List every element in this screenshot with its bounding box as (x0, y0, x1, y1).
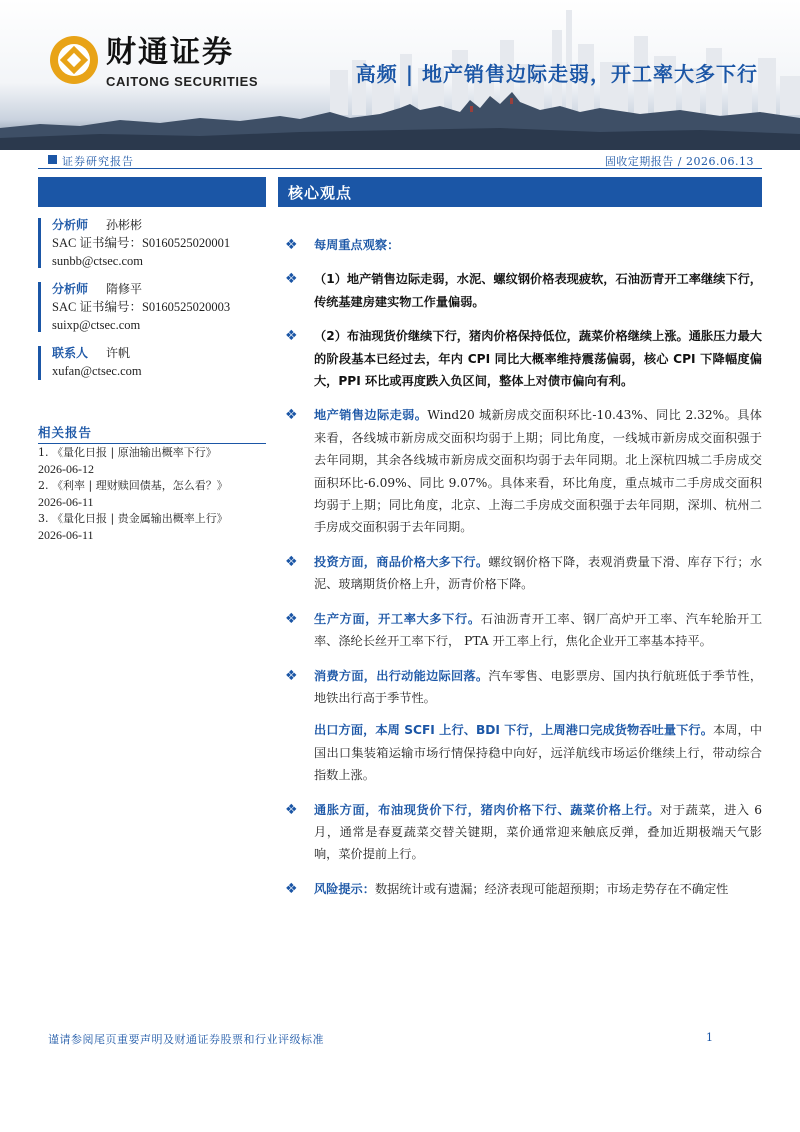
analyst-sac: SAC 证书编号：S0160525020003 (52, 300, 231, 314)
analyst-card (38, 280, 266, 334)
production-heading: 生产方面，开工率大多下行。 (314, 611, 481, 626)
export-section (282, 719, 762, 786)
export-heading: 出口方面，本周 SCFI 上行、BDI 下行，上周港口完成货物吞吐量下行。 (314, 723, 713, 738)
related-report-date: 2026-06-12 (38, 461, 94, 476)
point-2 (282, 325, 762, 392)
contact-email[interactable]: xufan@ctsec.com (52, 364, 142, 378)
page-number: 1 (706, 1031, 713, 1044)
investment-section (282, 551, 762, 596)
page-header (0, 0, 800, 150)
point-1-text: （1）地产销售边际走弱，水泥、螺纹钢价格表现疲软，石油沥青开工率继续下行，传统基建房建实物工作量偏弱。 (314, 272, 762, 309)
core-views-body (282, 234, 762, 900)
diamond-bullet-icon: ❖ (285, 880, 298, 897)
diamond-bullet-icon: ❖ (285, 328, 298, 345)
analyst-name: 隋修平 (106, 282, 143, 296)
risk-heading: 风险提示： (314, 881, 375, 896)
related-report-link[interactable]: 1. 《量化日报 | 原油输出概率下行》 (38, 446, 217, 459)
production-section (282, 608, 762, 653)
estate-heading: 地产销售边际走弱。 (314, 408, 428, 423)
point-2-text: （2）布油现货价继续下行，猪肉价格保持低位，蔬菜价格继续上涨。通胀压力最大的阶段基本已经过去，年内 CPI 同比大概率维持震荡偏弱，核心 CPI 下降幅度偏大，PPI 环比或再度跌入负区间，整体上对债市偏向有利。 (314, 329, 762, 389)
weekly-heading-item (282, 234, 762, 256)
production-text: 石油沥青开工率、钢厂高炉开工率、汽车轮胎开工率、涤纶长丝开工率下行， PTA 开工率上行，焦化企业开工率基本持平。 (314, 611, 763, 649)
core-views-heading: 核心观点 (288, 184, 353, 202)
analyst-email[interactable]: sunbb@ctsec.com (52, 254, 144, 268)
report-date-label: 固收定期报告 / 2026.06.13 (604, 155, 754, 168)
disclaimer-note: 谨请参阅尾页重要声明及财通证券股票和行业评级标准 (48, 1033, 324, 1046)
brand-name-en: CAITONG SECURITIES (106, 74, 259, 89)
analyst-email[interactable]: suixp@ctsec.com (52, 318, 141, 332)
consumption-text: 汽车零售、电影票房、国内执行航班低于季节性，地铁出行高于季节性。 (314, 668, 763, 705)
related-report-link[interactable]: 2. 《利率 | 理财赎回债基，怎么看？》 (38, 479, 228, 492)
consumption-heading: 消费方面，出行动能边际回落。 (314, 668, 489, 683)
analyst-sac: SAC 证书编号：S0160525020001 (52, 236, 231, 250)
inflation-section (282, 799, 762, 866)
diamond-bullet-icon: ❖ (285, 553, 298, 570)
diamond-bullet-icon: ❖ (285, 667, 298, 684)
diamond-bullet-icon: ❖ (285, 610, 298, 627)
core-views-header (278, 177, 762, 207)
export-text: 本周，中国出口集装箱运输市场行情保持稳中向好，远洋航线市场运价继续上行，带动综合指数上涨。 (314, 723, 763, 783)
caitong-logo-icon (48, 34, 100, 86)
diamond-bullet-icon: ❖ (285, 407, 298, 424)
related-report-link[interactable]: 3. 《量化日报 | 贵金属输出概率上行》 (38, 512, 228, 525)
related-report-date: 2026-06-11 (38, 494, 94, 509)
estate-section (282, 404, 762, 538)
contact-card (38, 344, 266, 380)
report-category: 证券研究报告 (62, 155, 134, 168)
investment-text: 螺纹钢价格下降，表观消费量下滑、库存下行；水泥、玻璃期货价格上升，沥青价格下降。 (314, 554, 763, 592)
analyst-role: 分析师 (52, 218, 89, 232)
sidebar-header-band (38, 177, 266, 207)
estate-text: Wind20 城新房成交面积环比-10.43%、同比 2.32%。具体来看，各线城市新房成交面积均弱于上期；同比角度，一线城市新房成交面积强于去年同期，其余各线城市新房成交面积均弱于去年同期。北上深杭四城二手房成交面积环比-6.09%、同比 9.07%。具体来看，环比角度，重点城市二手房成交面积均弱于上期；同比角度，北京、上海二手房成交面积强于去年同期，深圳、杭州二手房成交面积弱于去年同期。 (314, 408, 762, 535)
consumption-section (282, 665, 762, 710)
report-type-bar (38, 152, 762, 169)
diamond-bullet-icon: ❖ (285, 801, 298, 818)
related-reports (38, 423, 266, 543)
weekly-heading: 每周重点观察： (314, 238, 400, 252)
contact-name: 许帆 (106, 346, 131, 360)
investment-heading: 投资方面，商品价格大多下行。 (314, 554, 489, 569)
related-reports-heading: 相关报告 (38, 423, 266, 444)
point-1 (282, 268, 762, 313)
risk-section (282, 878, 762, 900)
risk-text: 数据统计或有遗漏；经济表现可能超预期；市场走势存在不确定性 (374, 881, 729, 896)
contact-role: 联系人 (52, 346, 89, 360)
square-bullet-icon (48, 155, 57, 164)
brand-name-cn: 财通证券 (106, 35, 234, 70)
analyst-name: 孙彬彬 (106, 218, 143, 232)
analyst-role: 分析师 (52, 282, 89, 296)
diamond-bullet-icon: ❖ (285, 237, 298, 253)
inflation-text: 对于蔬菜，进入 6 月，通常是春夏蔬菜交替关键期，菜价通常迎来触底反弹，叠加近期极端天气影响，菜价提前上行。 (314, 802, 762, 862)
inflation-heading: 通胀方面，布油现货价下行，猪肉价格下行、蔬菜价格上行。 (314, 802, 661, 817)
report-title: 高频 | 地产销售边际走弱，开工率大多下行 (355, 62, 758, 86)
analyst-panel (38, 216, 266, 390)
related-report-date: 2026-06-11 (38, 527, 94, 542)
analyst-card (38, 216, 266, 270)
diamond-bullet-icon: ❖ (285, 271, 298, 288)
